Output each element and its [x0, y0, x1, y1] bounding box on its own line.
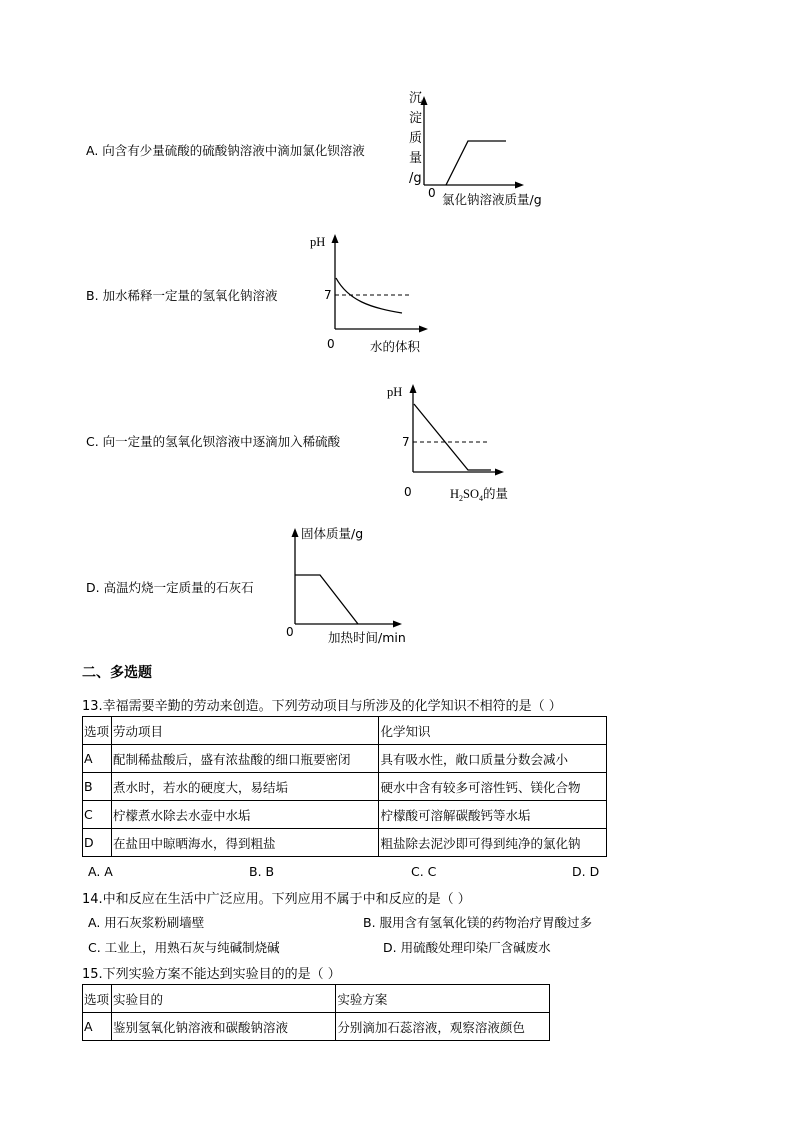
table-cell: 具有吸水性，敞口质量分数会减小: [379, 745, 607, 773]
graph-d-xlabel: 加热时间/min: [328, 630, 406, 645]
graph-a-ylabel-1: 沉: [409, 91, 423, 106]
option-d-text: D. 高温灼烧一定质量的石灰石: [86, 580, 254, 595]
table-cell: 在盐田中晾晒海水，得到粗盐: [111, 829, 378, 857]
q13-stem: 13.幸福需要辛勤的劳动来创造。下列劳动项目与所涉及的化学知识不相符的是（ ）: [82, 699, 562, 714]
graph-c-ref-7: 7: [402, 435, 410, 449]
table-cell: 选项: [83, 985, 112, 1013]
q13-option-a[interactable]: A. A: [88, 864, 113, 879]
graph-c: [380, 378, 530, 506]
q14-stem: 14.中和反应在生活中广泛应用。下列应用不属于中和反应的是（ ）: [82, 892, 471, 907]
table-cell: 选项: [83, 717, 112, 745]
graph-a-ylabel-4: 量: [409, 151, 423, 166]
table-cell: 柠檬酸可溶解碳酸钙等水垢: [379, 801, 607, 829]
graph-b-ylabel: pH: [310, 235, 326, 249]
table-cell: D: [83, 829, 112, 857]
table-row: [83, 717, 607, 745]
table-cell: 粗盐除去泥沙即可得到纯净的氯化钠: [379, 829, 607, 857]
table-row: [83, 773, 607, 801]
option-b-text: B. 加水稀释一定量的氢氧化钠溶液: [86, 288, 278, 303]
graph-b-x-arrow: [419, 326, 428, 333]
table-cell: 实验目的: [111, 985, 335, 1013]
graph-b-origin: 0: [327, 337, 335, 351]
q14-option-c[interactable]: C. 工业上，用熟石灰与纯碱制烧碱: [88, 940, 280, 955]
graph-d-curve: [295, 575, 358, 624]
option-a-text: A. 向含有少量硫酸的硫酸钠溶液中滴加氯化钡溶液: [86, 143, 365, 158]
graph-a-ylabel-5: /g: [409, 171, 422, 186]
table-cell: A: [83, 745, 112, 773]
table-row: [83, 829, 607, 857]
table-cell: 实验方案: [336, 985, 550, 1013]
graph-c-origin: 0: [404, 485, 412, 499]
table-cell: 分别滴加石蕊溶液，观察溶液颜色: [336, 1013, 550, 1041]
option-c-text: C. 向一定量的氢氧化钡溶液中逐滴加入稀硫酸: [86, 434, 341, 449]
table-cell: 配制稀盐酸后，盛有浓盐酸的细口瓶要密闭: [111, 745, 378, 773]
table-cell: 硬水中含有较多可溶性钙、镁化合物: [379, 773, 607, 801]
q15-stem: 15.下列实验方案不能达到实验目的的是（ ）: [82, 967, 341, 982]
q14-option-b[interactable]: B. 服用含有氢氧化镁的药物治疗胃酸过多: [363, 915, 593, 930]
q14-option-d[interactable]: D. 用硫酸处理印染厂含碱废水: [383, 940, 551, 955]
table-cell: 鉴别氢氧化钠溶液和碳酸钠溶液: [111, 1013, 335, 1041]
table-row: [83, 801, 607, 829]
graph-c-y-arrow: [410, 384, 417, 393]
graph-b-ref-7: 7: [324, 288, 332, 302]
q15-table: [82, 984, 550, 1041]
section-title: 二、多选题: [82, 665, 152, 681]
table-cell: 煮水时，若水的硬度大，易结垢: [111, 773, 378, 801]
graph-a-ylabel-2: 淀: [409, 111, 423, 126]
graph-d-y-arrow: [292, 528, 299, 537]
graph-b: [300, 226, 440, 358]
q14-option-a[interactable]: A. 用石灰浆粉刷墙壁: [88, 915, 205, 930]
q13-option-d[interactable]: D. D: [572, 864, 600, 879]
graph-c-ylabel: pH: [387, 385, 403, 399]
graph-a-x-arrow: [515, 182, 524, 189]
q13-table: [82, 716, 607, 857]
graph-c-x-arrow: [495, 469, 504, 476]
graph-a-xlabel: 氯化钠溶液质量/g: [442, 192, 542, 207]
graph-a: [400, 82, 570, 210]
table-cell: 劳动项目: [111, 717, 378, 745]
table-cell: C: [83, 801, 112, 829]
graph-d-ylabel: 固体质量/g: [301, 526, 364, 541]
table-row: [83, 1013, 550, 1041]
graph-c-curve: [414, 404, 491, 470]
graph-d-origin: 0: [286, 625, 294, 639]
table-cell: 柠檬煮水除去水壶中水垢: [111, 801, 378, 829]
graph-b-xlabel: 水的体积: [370, 339, 421, 354]
table-cell: 化学知识: [379, 717, 607, 745]
q13-option-c[interactable]: C. C: [411, 864, 437, 879]
graph-a-origin: 0: [428, 186, 436, 200]
table-cell: B: [83, 773, 112, 801]
table-cell: A: [83, 1013, 112, 1041]
graph-c-xlabel: $H_2SO_4$的量: [450, 486, 509, 503]
graph-b-y-arrow: [332, 234, 339, 243]
table-row: [83, 745, 607, 773]
graph-d: [280, 520, 430, 650]
graph-a-ylabel-3: 质: [409, 131, 423, 146]
table-row: [83, 985, 550, 1013]
q13-option-b[interactable]: B. B: [249, 864, 275, 879]
graph-d-x-arrow: [393, 621, 402, 628]
graph-a-curve: [446, 141, 506, 185]
